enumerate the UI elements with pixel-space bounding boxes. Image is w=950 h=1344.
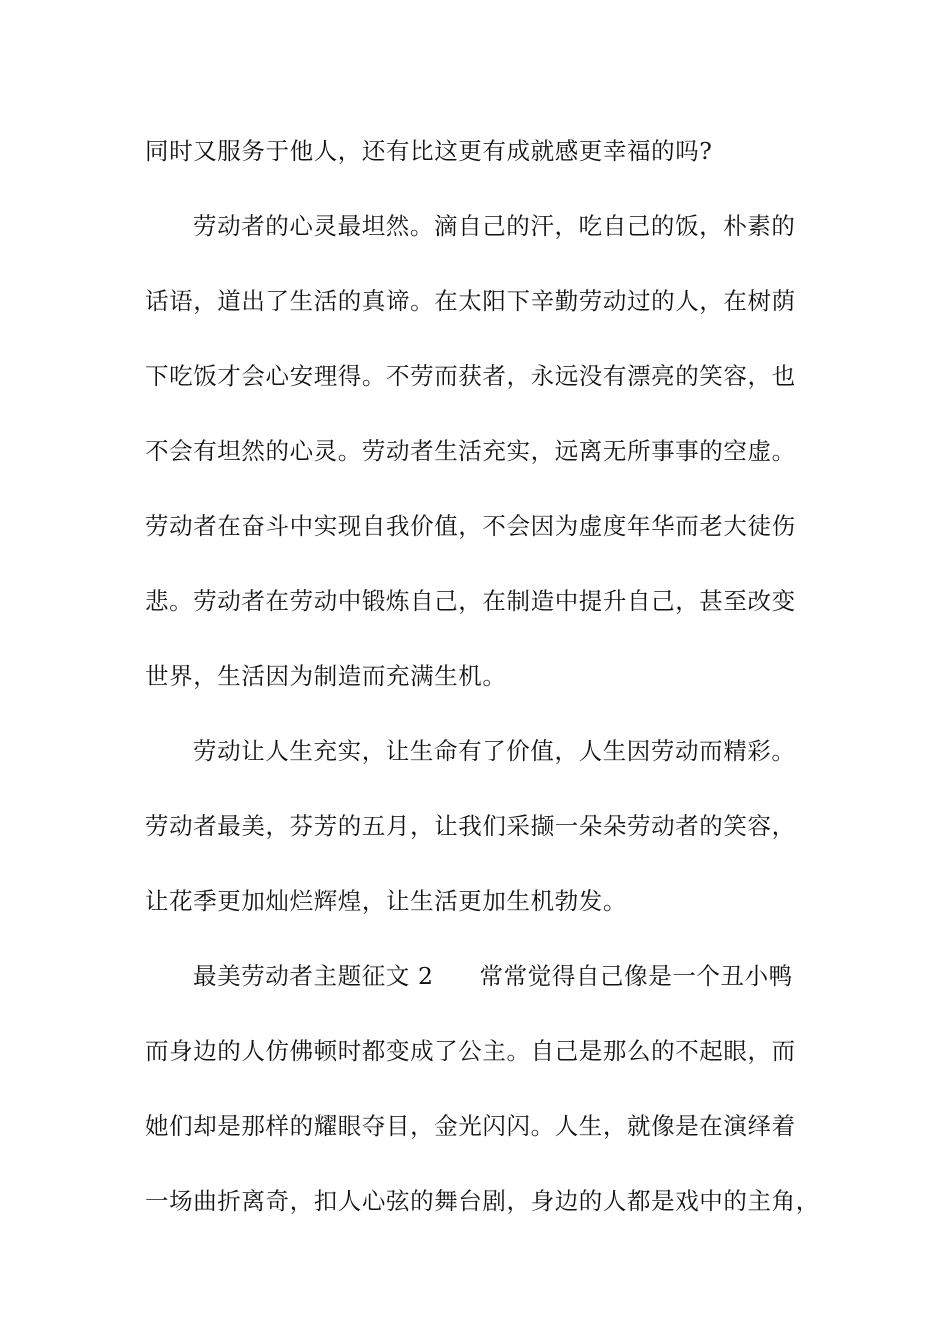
text-line: 让花季更加灿烂辉煌，让生活更加生机勃发。 [145, 887, 627, 915]
section-heading-line [193, 961, 883, 991]
text-line: 下吃饭才会心安理得。不劳而获者，永远没有漂亮的笑容，也 [145, 362, 796, 390]
text-line: 劳动者在奋斗中实现自我价值，不会因为虚度年华而老大徒伤 [145, 512, 796, 540]
text-line: 同时又服务于他人，还有比这更有成就感更幸福的吗? [145, 137, 713, 165]
section-first-sentence: 常常觉得自己像是一个丑小鸭 [479, 962, 793, 990]
text-line: 一场曲折离奇，扣人心弦的舞台剧，身边的人都是戏中的主角， [145, 1187, 820, 1215]
text-line: 劳动者最美，芬芳的五月，让我们采撷一朵朵劳动者的笑容， [145, 812, 796, 840]
paragraph-start-line: 劳动让人生充实，让生命有了价值，人生因劳动而精彩。 [193, 737, 796, 765]
text-line: 世界，生活因为制造而充满生机。 [145, 662, 507, 690]
text-line: 她们却是那样的耀眼夺目，金光闪闪。人生，就像是在演绎着 [145, 1112, 796, 1140]
text-line: 而身边的人仿佛顿时都变成了公主。自己是那么的不起眼，而 [145, 1037, 796, 1065]
text-line: 话语，道出了生活的真谛。在太阳下辛勤劳动过的人，在树荫 [145, 287, 796, 315]
text-line: 悲。劳动者在劳动中锻炼自己，在制造中提升自己，甚至改变 [145, 587, 796, 615]
text-line: 不会有坦然的心灵。劳动者生活充实，远离无所事事的空虚。 [145, 437, 796, 465]
section-heading: 最美劳动者主题征文 2 [193, 962, 434, 990]
paragraph-start-line: 劳动者的心灵最坦然。滴自己的汗，吃自己的饭，朴素的 [193, 212, 796, 240]
